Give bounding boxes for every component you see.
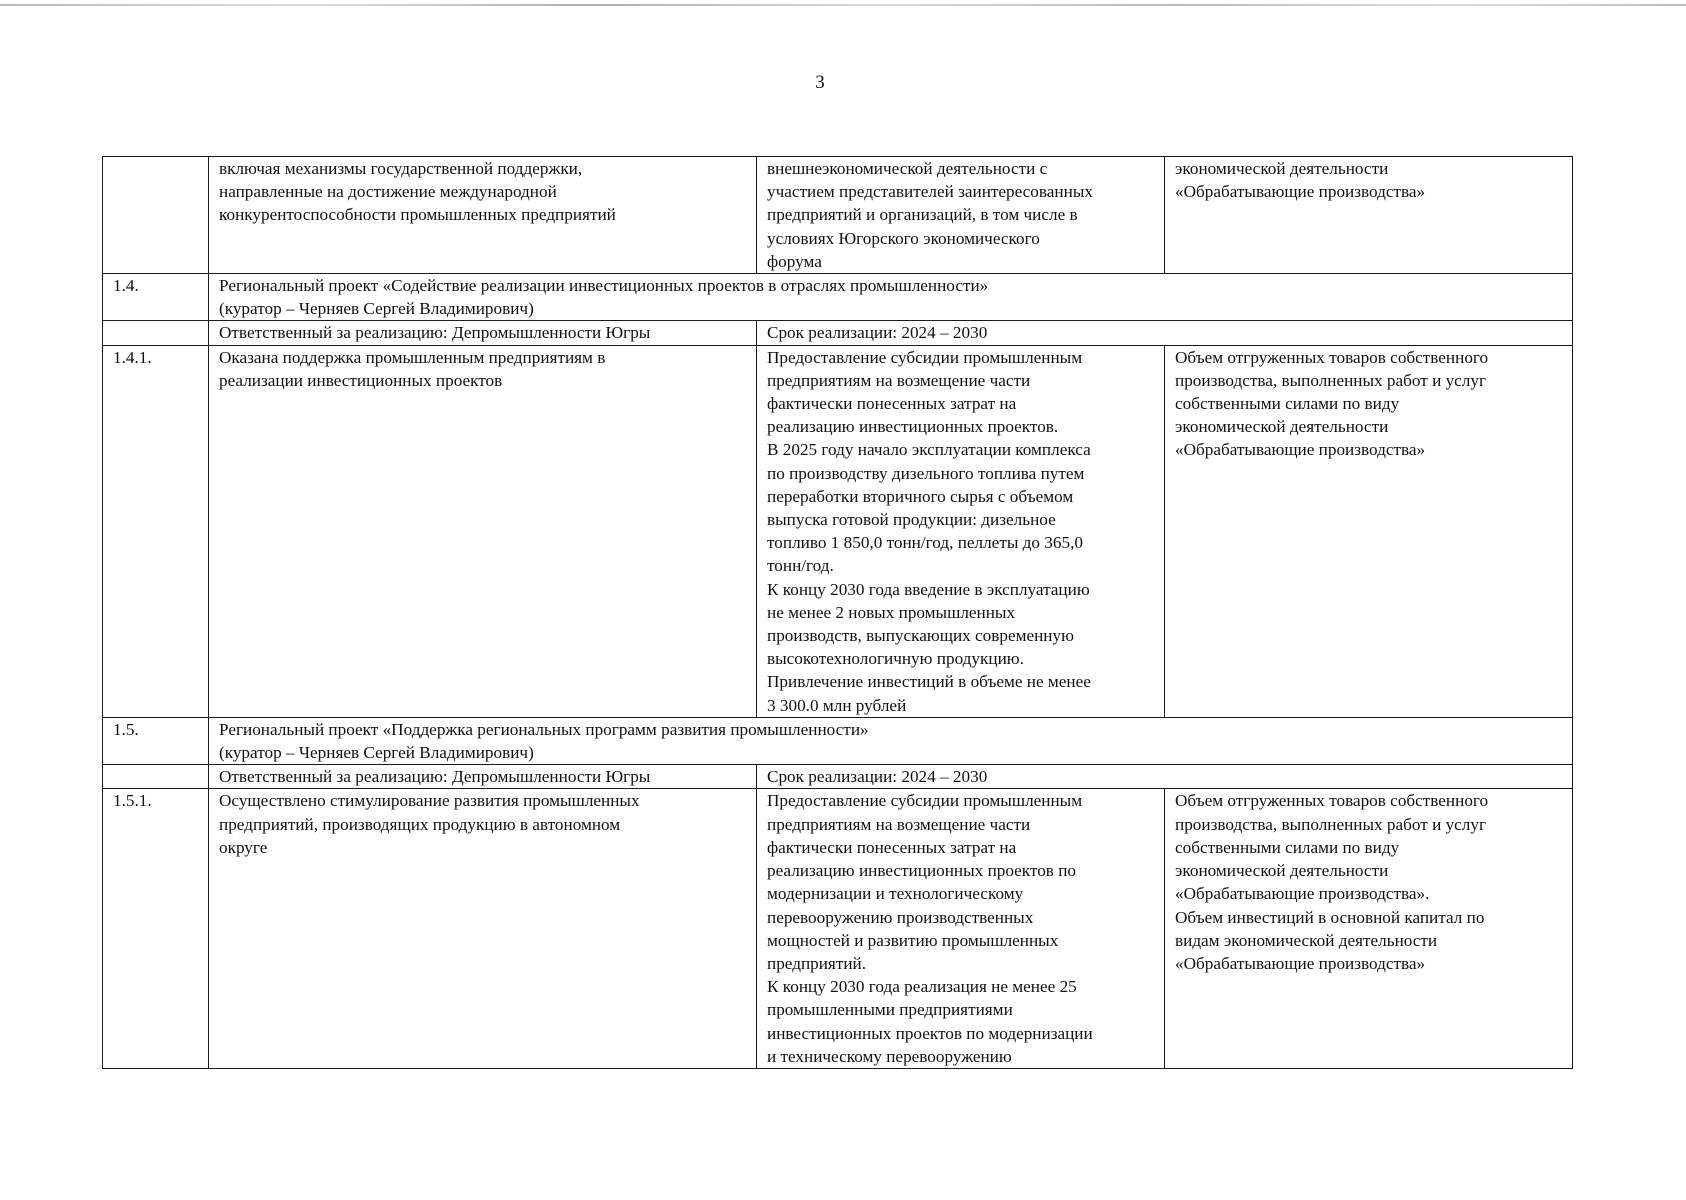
result-name-cell: Осуществлено стимулирование развития промышленных предприятий, производящих продукцию в автономном округе	[209, 789, 757, 1068]
row-number-cell: 1.4.	[103, 274, 209, 321]
row-number-cell: 1.5.	[103, 717, 209, 764]
program-table	[102, 156, 1573, 1069]
table-row	[103, 345, 1573, 717]
table-row	[103, 321, 1573, 345]
indicator-cell: Объем отгруженных товаров собственного производства, выполненных работ и услуг собственными силами по виду экономической деятельности «Обрабатывающие производства»	[1165, 345, 1573, 717]
row-number-cell: 1.4.1.	[103, 345, 209, 717]
result-name-cell: Оказана поддержка промышленным предприятиям в реализации инвестиционных проектов	[209, 345, 757, 717]
indicator-cell: Объем отгруженных товаров собственного производства, выполненных работ и услуг собственными силами по виду экономической деятельности «Обрабатывающие производства». Объем инвестиций в основной капитал по видам экономической деятельности «Обрабатывающие производства»	[1165, 789, 1573, 1068]
result-name-cell: включая механизмы государственной поддержки, направленные на достижение международной конкурентоспособности промышленных предприятий	[209, 157, 757, 274]
table-row	[103, 717, 1573, 764]
page-number: 3	[815, 72, 825, 93]
project-title-cell: Региональный проект «Содействие реализации инвестиционных проектов в отраслях промышленности» (куратор – Черняев Сергей Владимирович)	[209, 274, 1573, 321]
period-cell: Срок реализации: 2024 – 2030	[757, 321, 1573, 345]
table-row	[103, 789, 1573, 1068]
scan-edge-artifact	[0, 4, 1686, 6]
responsible-cell: Ответственный за реализацию: Депромышленности Югры	[209, 321, 757, 345]
row-number-cell	[103, 321, 209, 345]
table-row	[103, 274, 1573, 321]
responsible-cell: Ответственный за реализацию: Депромышленности Югры	[209, 765, 757, 789]
project-title-cell: Региональный проект «Поддержка региональных программ развития промышленности» (куратор – Черняев Сергей Владимирович)	[209, 717, 1573, 764]
table-row	[103, 157, 1573, 274]
indicator-cell: экономической деятельности «Обрабатывающие производства»	[1165, 157, 1573, 274]
row-number-cell	[103, 157, 209, 274]
measures-cell: Предоставление субсидии промышленным предприятиям на возмещение части фактически понесенных затрат на реализацию инвестиционных проектов по модернизации и технологическому перевооружению производственных мощностей и развитию промышленных предприятий. К концу 2030 года реализация не менее 25 промышленными предприятиями инвестиционных проектов по модернизации и техническому перевооружению	[757, 789, 1165, 1068]
row-number-cell	[103, 765, 209, 789]
measures-cell: внешнеэкономической деятельности с участием представителей заинтересованных предприятий и организаций, в том числе в условиях Югорского экономического форума	[757, 157, 1165, 274]
measures-cell: Предоставление субсидии промышленным предприятиям на возмещение части фактически понесенных затрат на реализацию инвестиционных проектов. В 2025 году начало эксплуатации комплекса по производству дизельного топлива путем переработки вторичного сырья с объемом выпуска готовой продукции: дизельное топливо 1 850,0 тонн/год, пеллеты до 365,0 тонн/год. К концу 2030 года введение в эксплуатацию не менее 2 новых промышленных производств, выпускающих современную высокотехнологичную продукцию. Привлечение инвестиций в объеме не менее 3 300.0 млн рублей	[757, 345, 1165, 717]
table-row	[103, 765, 1573, 789]
row-number-cell: 1.5.1.	[103, 789, 209, 1068]
period-cell: Срок реализации: 2024 – 2030	[757, 765, 1573, 789]
